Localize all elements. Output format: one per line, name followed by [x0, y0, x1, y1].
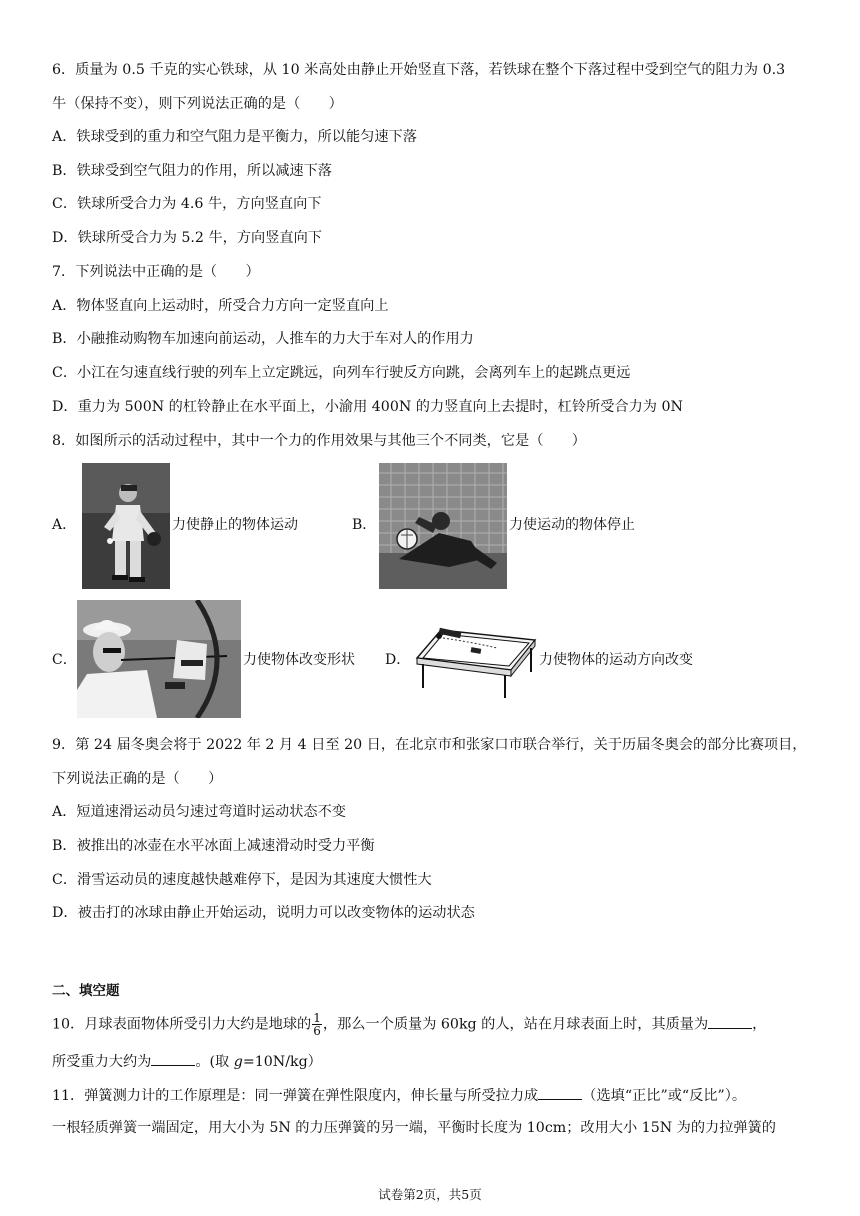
q8-option-a-letter: A．	[52, 517, 77, 533]
q8-stem: 8．如图所示的活动过程中，其中一个力的作用效果与其他三个不同类，它是（ ）	[52, 433, 586, 449]
q9-option-a: A．短道速滑运动员匀速过弯道时运动状态不变	[52, 804, 346, 820]
q10-line2-c: =10N/kg）	[242, 1054, 322, 1070]
section-title-fill-in: 二、填空题	[52, 983, 120, 999]
q8-option-b-letter: B．	[352, 517, 377, 533]
answer-blank	[151, 1051, 195, 1066]
q8-option-c-letter: C．	[52, 652, 77, 668]
q11-line2: 一根轻质弹簧一端固定，用大小为 5N 的力压弹簧的另一端，平衡时长度为 10cm；改用大小 15N 为的力拉弹簧的	[52, 1120, 776, 1136]
q7-stem: 7．下列说法中正确的是（ ）	[52, 264, 260, 280]
fraction-denominator: 6	[313, 1024, 321, 1038]
q10-text-part3: ，	[752, 1016, 767, 1033]
fraction-numerator: 1	[313, 1011, 321, 1025]
page-footer: 试卷第2页，共5页	[378, 1187, 482, 1202]
q11-line1-b: （选填“正比”或“反比”）。	[582, 1088, 747, 1104]
q11-line1	[52, 1085, 746, 1106]
table-magnet-ball-diagram	[411, 618, 538, 702]
g-symbol: g	[233, 1054, 243, 1070]
q10-line2-b: 。(取	[195, 1054, 234, 1070]
q6-option-a: A．铁球受到的重力和空气阻力是平衡力，所以能匀速下落	[52, 129, 417, 145]
q9-stem-line2: 下列说法正确的是（ ）	[52, 771, 223, 787]
q8-option-b-text: 力使运动的物体停止	[509, 517, 635, 533]
q10-line2-a: 所受重力大约为	[52, 1054, 152, 1070]
q10-text-part2: ，那么一个质量为 60kg 的人，站在月球表面上时，其质量为	[322, 1016, 709, 1033]
q7-option-a: A．物体竖直向上运动时，所受合力方向一定竖直向上	[52, 298, 389, 314]
q8-option-c-text: 力使物体改变形状	[243, 652, 355, 668]
q9-stem-line1: 9．第 24 届冬奥会将于 2022 年 2 月 4 日至 20 日，在北京市和张家口市联合举行，关于历届冬奥会的部分比赛项目，	[52, 737, 807, 753]
baseball-pitcher-photo	[82, 463, 170, 589]
q11-line1-a: 11．弹簧测力计的工作原理是：同一弹簧在弹性限度内，伸长量与所受拉力成	[52, 1088, 539, 1104]
q7-option-b: B．小融推动购物车加速向前运动，人推车的力大于车对人的作用力	[52, 331, 474, 347]
q6-stem-line2: 牛（保持不变），则下列说法正确的是（ ）	[52, 96, 343, 112]
q9-option-c: C．滑雪运动员的速度越快越难停下，是因为其速度大惯性大	[52, 872, 432, 888]
q7-option-c: C．小江在匀速直线行驶的列车上立定跳远，向列车行驶反方向跳，会离列车上的起跳点更远	[52, 365, 631, 381]
q8-option-d-text: 力使物体的运动方向改变	[539, 652, 693, 668]
answer-blank	[538, 1085, 582, 1100]
q6-stem-line1: 6．质量为 0.5 千克的实心铁球，从 10 米高处由静止开始竖直下落，若铁球在整个下落过程中受到空气的阻力为 0.3	[52, 62, 786, 78]
fraction-one-sixth	[312, 1012, 322, 1037]
q6-option-b: B．铁球受到空气阻力的作用，所以减速下落	[52, 163, 332, 179]
q6-option-c: C．铁球所受合力为 4.6 牛，方向竖直向下	[52, 196, 322, 212]
q7-option-d: D．重力为 500N 的杠铃静止在水平面上，小渝用 400N 的力竖直向上去提时，杠铃所受合力为 0N	[52, 399, 683, 415]
archer-photo	[77, 600, 241, 718]
goalkeeper-photo	[379, 463, 507, 589]
q10-line2	[52, 1051, 322, 1072]
q8-option-a-text: 力使静止的物体运动	[172, 517, 298, 533]
q10-text-part1: 10．月球表面物体所受引力大约是地球的	[52, 1016, 312, 1033]
q6-option-d: D．铁球所受合力为 5.2 牛，方向竖直向下	[52, 230, 322, 246]
q8-option-d-letter: D．	[385, 652, 411, 668]
q9-option-d: D．被击打的冰球由静止开始运动，说明力可以改变物体的运动状态	[52, 905, 475, 921]
q10-line1	[52, 1012, 766, 1037]
q9-option-b: B．被推出的冰壶在水平冰面上减速滑动时受力平衡	[52, 838, 375, 854]
answer-blank	[708, 1014, 752, 1029]
